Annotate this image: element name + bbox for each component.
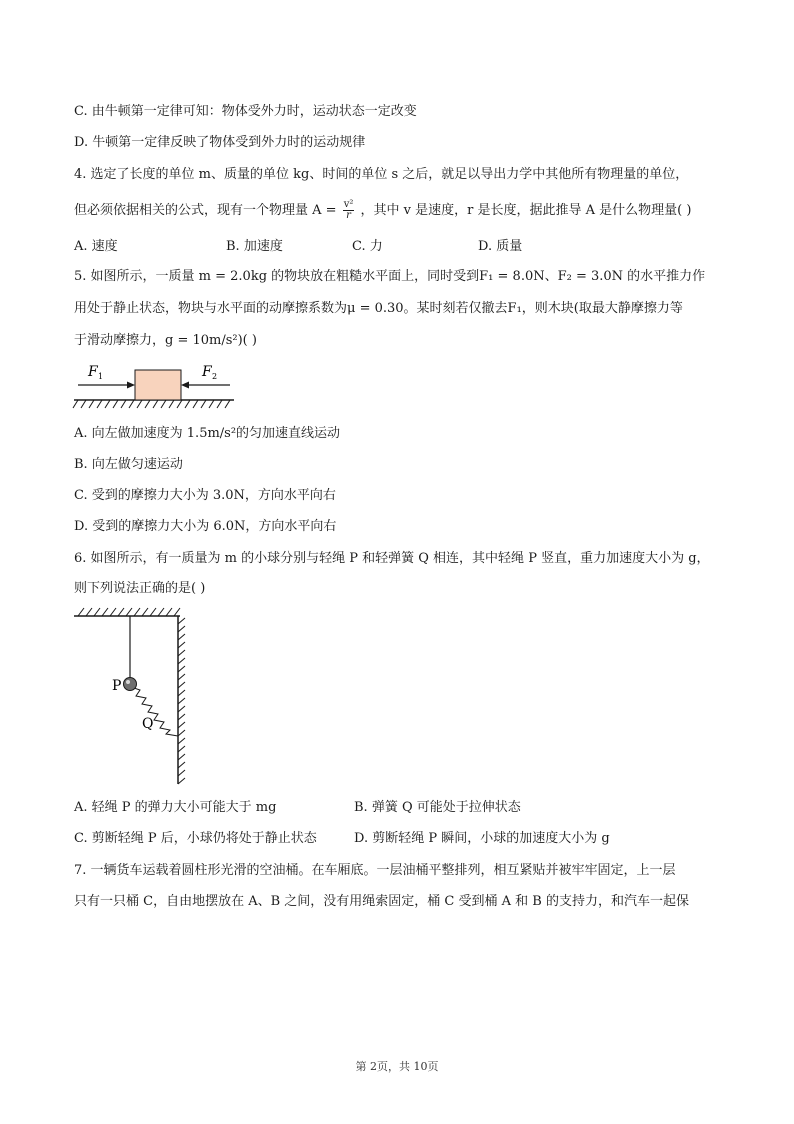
q4-option-a: A. 速度 bbox=[74, 239, 118, 254]
q3-option-d: D. 牛顿第一定律反映了物体受到外力时的运动规律 bbox=[74, 135, 366, 150]
q6-spring-q bbox=[134, 688, 178, 736]
q5-f1-subscript: 1 bbox=[98, 372, 104, 381]
q7-stem-line1: 7. 一辆货车运载着圆柱形光滑的空油桶。在车厢底。一层油桶平整排列，相互紧贴并被牢牢固定，上一层 bbox=[74, 863, 676, 878]
q6-figure bbox=[70, 606, 190, 788]
q4-fraction-denominator: r bbox=[346, 210, 351, 221]
q5-option-d: D. 受到的摩擦力大小为 6.0N，方向水平向右 bbox=[74, 519, 337, 534]
q6-label-q: Q bbox=[142, 716, 154, 732]
q6-option-c: C. 剪断轻绳 P 后，小球仍将处于静止状态 bbox=[74, 831, 317, 846]
q4-stem-line1: 4. 选定了长度的单位 m、质量的单位 kg、时间的单位 s 之后，就足以导出力学中其他所有物理量的单位， bbox=[74, 167, 689, 182]
q5-stem-line3: 于滑动摩擦力，g = 10m/s²)( ) bbox=[74, 333, 257, 348]
q5-f1-arrowhead bbox=[127, 382, 135, 389]
q6-stem-line1: 6. 如图所示，有一质量为 m 的小球分别与轻绳 P 和轻弹簧 Q 相连，其中轻绳 P 竖直，重力加速度大小为 g， bbox=[74, 551, 710, 566]
q4-stem-line2 bbox=[74, 200, 691, 221]
q4-stem-pre: 但必须依据相关的公式，现有一个物理量 A = bbox=[74, 203, 337, 218]
q5-option-a: A. 向左做加速度为 1.5m/s²的匀加速直线运动 bbox=[74, 426, 341, 441]
q5-f2-label: F bbox=[202, 364, 212, 380]
q6-option-d: D. 剪断轻绳 P 瞬间，小球的加速度大小为 g bbox=[354, 831, 610, 846]
q5-ground-hatch bbox=[73, 400, 230, 408]
q5-f1-label: F bbox=[88, 364, 98, 380]
q6-stem-line2: 则下列说法正确的是( ) bbox=[74, 581, 206, 596]
q5-f2-subscript: 2 bbox=[212, 372, 218, 381]
q6-option-a: A. 轻绳 P 的弹力大小可能大于 mg bbox=[74, 800, 277, 815]
q5-stem-line1: 5. 如图所示，一质量 m = 2.0kg 的物块放在粗糙水平面上，同时受到F₁ = 8.0N、F₂ = 3.0N 的水平推力作 bbox=[74, 269, 706, 284]
q7-stem-line2: 只有一只桶 C，自由地摆放在 A、B 之间，没有用绳索固定，桶 C 受到桶 A 和 B 的支持力，和汽车一起保 bbox=[74, 894, 689, 909]
q5-f2-arrowhead bbox=[181, 382, 189, 389]
q4-stem-post: ，其中 v 是速度，r 是长度，据此推导 A 是什么物理量( ) bbox=[360, 203, 692, 218]
q5-stem-line2: 用处于静止状态，物块与水平面的动摩擦系数为μ = 0.30。某时刻若仅撤去F₁，则木块(取最大静摩擦力等 bbox=[74, 301, 683, 316]
q4-option-d: D. 质量 bbox=[478, 239, 523, 254]
q4-option-b: B. 加速度 bbox=[226, 239, 283, 254]
q6-ball bbox=[124, 678, 137, 691]
q5-figure bbox=[70, 358, 240, 414]
q3-option-c: C. 由牛顿第一定律可知：物体受外力时，运动状态一定改变 bbox=[74, 104, 417, 119]
q6-option-b: B. 弹簧 Q 可能处于拉伸状态 bbox=[354, 800, 521, 815]
q6-label-p: P bbox=[112, 678, 122, 694]
q5-block bbox=[135, 370, 181, 400]
q6-wall-hatch bbox=[178, 618, 185, 784]
q6-ceiling-hatch bbox=[78, 608, 180, 616]
q5-option-c: C. 受到的摩擦力大小为 3.0N，方向水平向右 bbox=[74, 488, 336, 503]
q4-fraction-numerator: v² bbox=[343, 199, 354, 210]
q4-fraction bbox=[343, 200, 355, 221]
q6-ball-highlight bbox=[126, 680, 130, 684]
q4-option-c: C. 力 bbox=[352, 239, 383, 254]
page-footer: 第 2页，共 10页 bbox=[355, 1060, 439, 1073]
q5-option-b: B. 向左做匀速运动 bbox=[74, 457, 183, 472]
